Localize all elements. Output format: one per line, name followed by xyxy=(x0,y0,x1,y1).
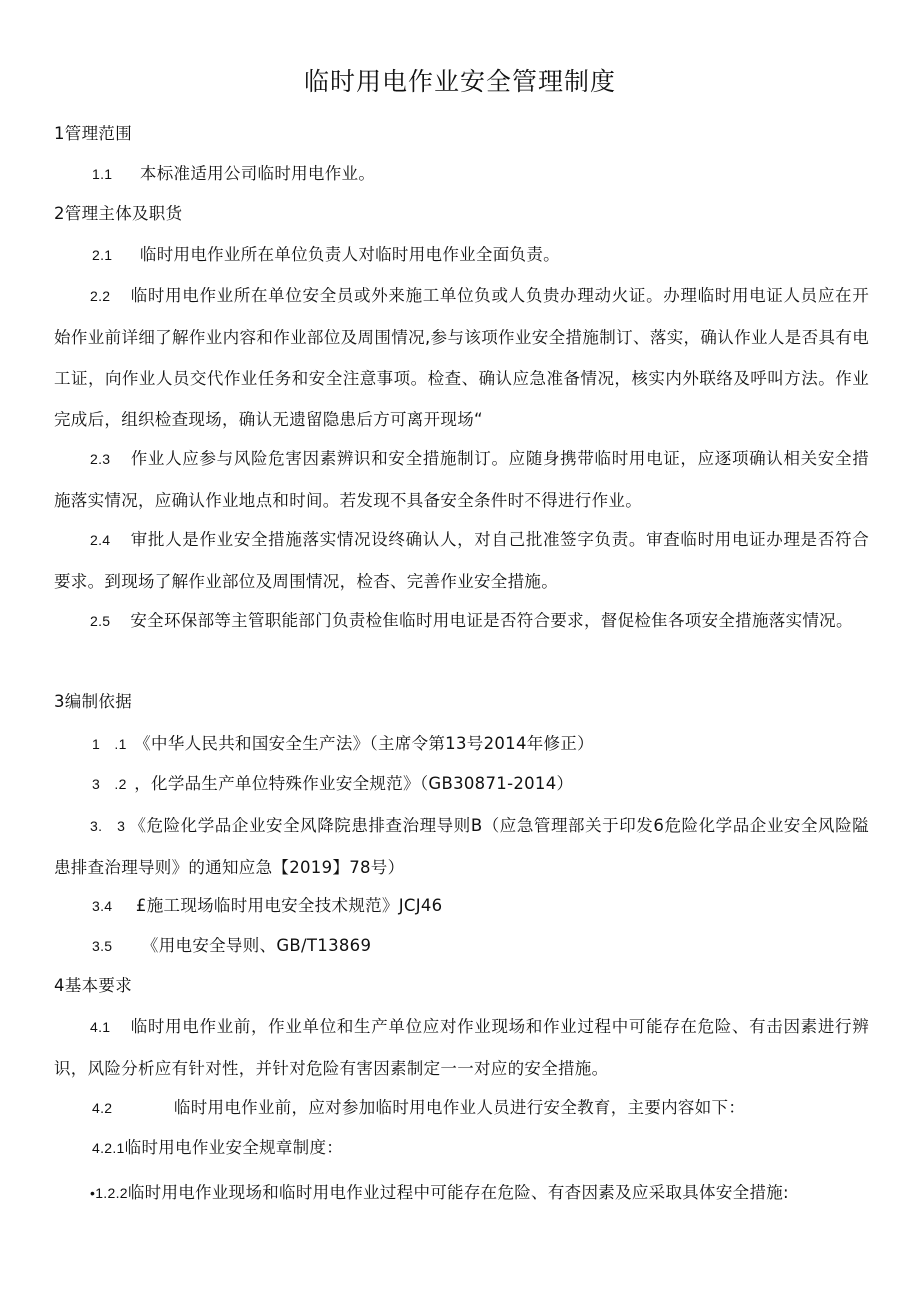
clause-number: 1 .1 xyxy=(92,736,127,752)
clause-2-1 xyxy=(92,245,560,265)
clause-number: 2.5 xyxy=(90,613,111,629)
section-heading-1: 1管理范围 xyxy=(54,124,132,143)
clause-number: 2.1 xyxy=(92,247,113,263)
section-heading-2: 2管理主体及职货 xyxy=(54,204,183,223)
clause-number: 1.1 xyxy=(92,166,113,182)
clause-number: 2.4 xyxy=(90,532,111,548)
clause-2-4 xyxy=(54,519,869,602)
clause-number: 3 .2 xyxy=(92,776,127,792)
clause-number: 3.5 xyxy=(92,938,113,954)
clause-text: 临时用电作业前，作业单位和生产单位应对作业现场和作业过程中可能存在危险、有击因素进行辨识，风险分析应有针对性，并针对危险有害因素制定一一对应的安全措施。 xyxy=(54,1017,869,1078)
clause-text: 《用电安全导则、GB/T13869 xyxy=(141,936,372,955)
clause-3-1 xyxy=(92,734,594,754)
document-title: 临时用电作业安全管理制度 xyxy=(303,67,616,96)
clause-4-1 xyxy=(54,1006,869,1089)
clause-4-2 xyxy=(92,1098,745,1118)
clause-text: 本标准适用公司临时用电作业。 xyxy=(139,164,376,183)
clause-text: £施工现场临时用电安全技术规范》JCJ46 xyxy=(135,896,443,915)
clause-2-5 xyxy=(54,600,869,642)
clause-number: 2.2 xyxy=(90,288,111,304)
clause-number: 4.2 xyxy=(92,1100,113,1116)
clause-3-4 xyxy=(92,896,442,916)
clause-text: 临时用电作业前，应对参加临时用电作业人员进行安全教育，主要内容如下： xyxy=(173,1098,746,1117)
clause-text: 临时用电作业所在单位负责人对临时用电作业全面负责。 xyxy=(139,245,560,264)
clause-3-3 xyxy=(54,805,869,888)
clause-text: 《中华人民共和国安全生产法》（主席令第13号2014年修正） xyxy=(134,734,594,753)
section-heading-3: 3编制依据 xyxy=(54,692,132,711)
clause-number: •1.2.2 xyxy=(90,1185,128,1201)
clause-text: 作业人应参与风险危害因素辨识和安全措施制订。应随身携带临时用电证，应逐项确认相关安全措施落实情况，应确认作业地点和时间。若发现不具备安全条件时不得进行作业。 xyxy=(54,449,869,510)
clause-text: 《危险化学品企业安全风降院患排查治理导则B（应急管理部关于印发6危险化学品企业安全风险隘患排查治理导则》的通知应急【2019】78号） xyxy=(54,816,869,877)
clause-3-2 xyxy=(92,774,573,794)
clause-text: 安全环保部等主管职能部门负责检隹临时用电证是否符合要求，督促检隹各项安全措施落实情况。 xyxy=(130,611,853,630)
clause-1-1 xyxy=(92,164,375,184)
clause-text: 临时用电作业现场和临时用电作业过程中可能存在危险、有杳因素及应采取具体安全措施: xyxy=(127,1183,789,1202)
clause-text: 审批人是作业安全措施落实情况设终确认人，对自己批准签字负责。审査临时用电证办理是否符合要求。到现场了解作业部位及周围情况，检杳、完善作业安全措施。 xyxy=(54,530,869,591)
clause-number: 3.4 xyxy=(92,898,113,914)
clause-2-2 xyxy=(54,275,869,440)
clause-2-3 xyxy=(54,438,869,521)
clause-number: 4.2.1 xyxy=(92,1140,125,1156)
clause-text: 临时用电作业安全规章制度： xyxy=(124,1138,344,1157)
clause-text: ，化学品生产单位特殊作业安全规范》（GB30871-2014） xyxy=(134,774,574,793)
clause-number: 3. 3 xyxy=(90,818,126,834)
clause-4-2-1 xyxy=(92,1138,343,1158)
clause-3-5 xyxy=(92,936,371,956)
section-heading-4: 4基本要求 xyxy=(54,976,132,995)
clause-number: 2.3 xyxy=(90,451,111,467)
clause-4-2-2 xyxy=(54,1168,869,1218)
clause-number: 4.1 xyxy=(90,1019,111,1035)
clause-text: 临时用电作业所在单位安全员或外来施工单位负或人负贵办理动火证。办理临时用电证人员应在开始作业前详细了解作业内容和作业部位及周围情况,参与该项作业安全措施制订、落实，确认作业人是否具有电工证，向作业人员交代作业任务和安全注意事项。检查、确认应急准备情况，核实内外联络及呼叫方法。作业完成后，组织检查现场，确认无遗留隐患后方可离开现场“ xyxy=(54,286,869,429)
